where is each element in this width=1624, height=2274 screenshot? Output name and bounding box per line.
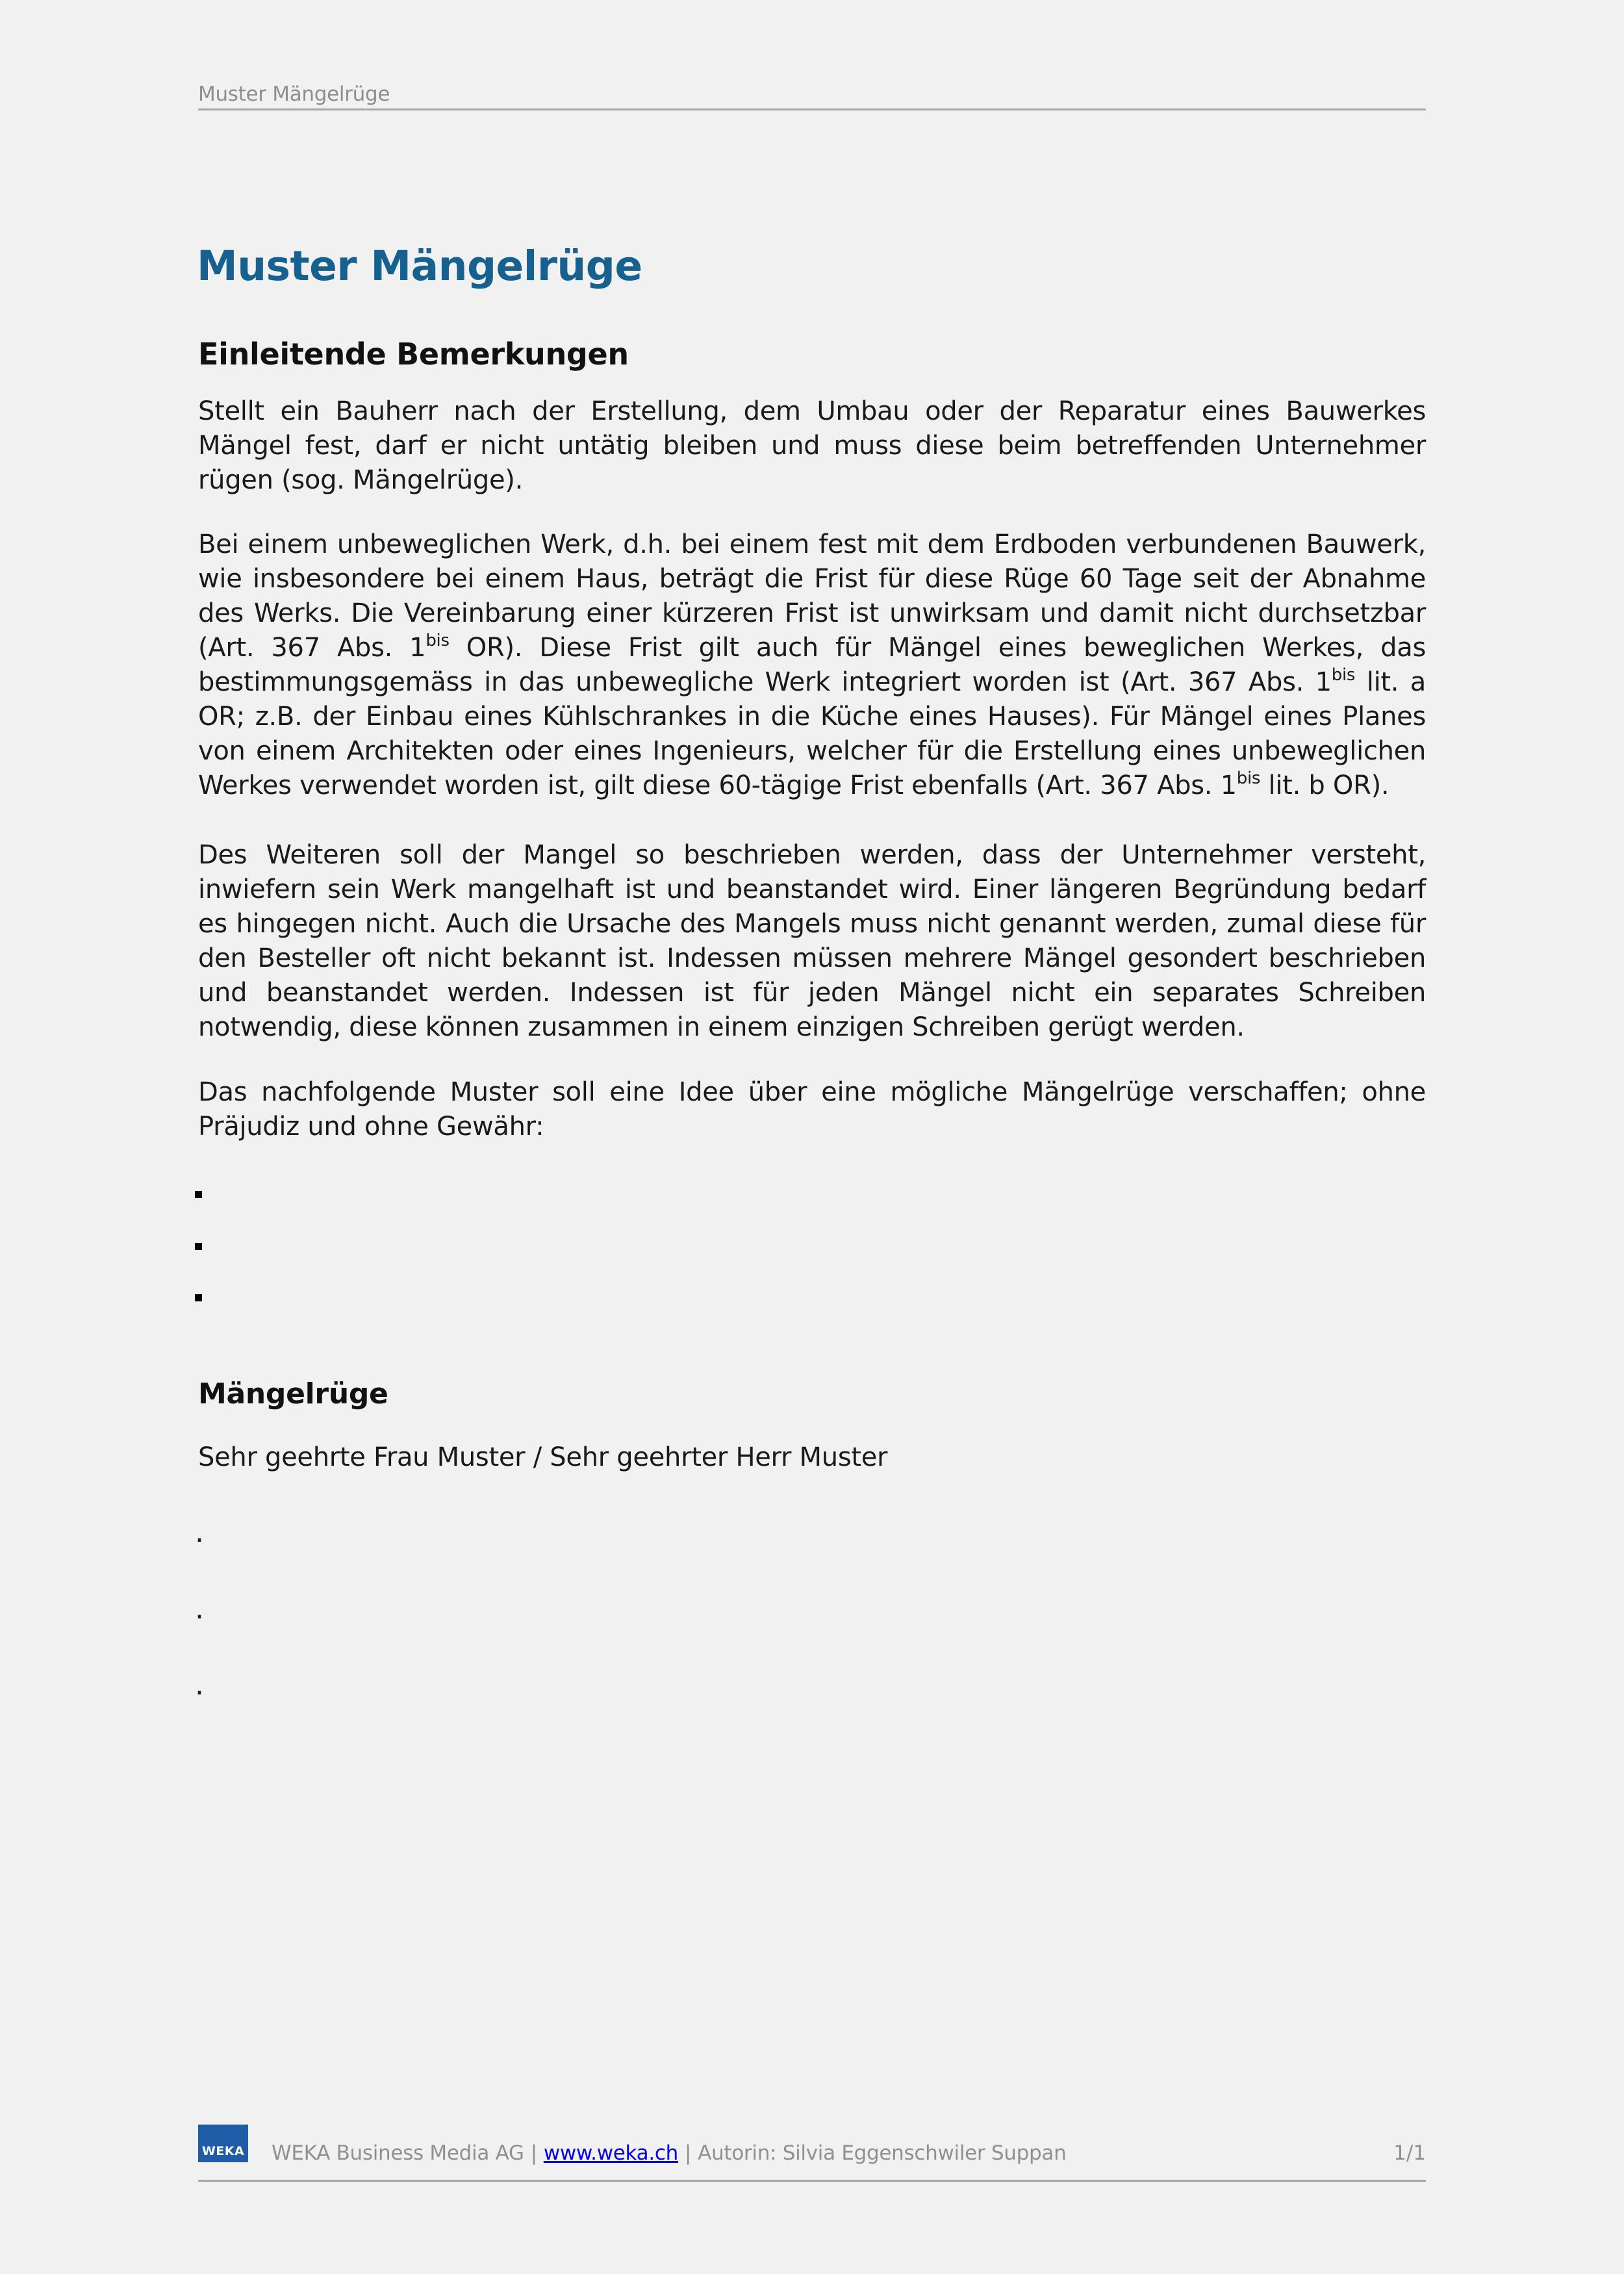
paragraph-intro-1: Stellt ein Bauherr nach der Erstellung, dem Umbau oder der Reparatur eines Bauwerkes Mängel fest, darf er nicht untätig bleiben und muss diese beim betreffenden Unternehmer rügen (sog. Mängelrüge). (198, 396, 1426, 495)
paragraph-intro-4: Das nachfolgende Muster soll eine Idee über eine mögliche Mängelrüge verschaffen; ohne Präjudiz und ohne Gewähr: (198, 1077, 1426, 1142)
placeholder-dot-line: . (195, 1668, 204, 1702)
header-divider (198, 109, 1426, 110)
paragraph-intro-2: Bei einem unbeweglichen Werk, d.h. bei einem fest mit dem Erdboden verbundenen Bauwerk, wie insbesondere bei einem Haus, beträgt die Frist für diese Rüge 60 Tage seit der Abnahme des Werks. Die Vereinbarung einer kürzeren Frist ist unwirksam und damit nicht durchsetzbar (Art. 367 Abs. $1^{bis}$ OR). Diese Frist gilt auch für Mängel eines beweglichen Werkes, das bestimmungsgemäss in das unbewegliche Werk integriert worden ist (Art. 367 Abs. $1^{bis}$ lit. a OR; z.B. der Einbau eines Kühlschrankes in die Küche eines Hauses). Für Mängel eines Planes von einem Architekten oder eines Ingenieurs, welcher für die Erstellung eines unbeweglichen Werkes verwendet worden ist, gilt diese 60-tägige Frist ebenfalls (Art. 367 Abs. $1^{bis}$ lit. b OR). (198, 530, 1427, 800)
footer-divider (198, 2180, 1426, 2182)
header-running-title: Muster Mängelrüge (198, 83, 390, 106)
footer-separator: | (530, 2141, 537, 2165)
footer-company: WEKA Business Media AG (272, 2141, 524, 2165)
placeholder-dot-line: . (195, 1592, 204, 1626)
weka-logo (198, 2125, 248, 2162)
weka-logo-text: WEKA (201, 2144, 245, 2158)
bullet-square-icon (195, 1191, 202, 1198)
page-title: Muster Mängelrüge (197, 242, 642, 290)
footer-author: Autorin: Silvia Eggenschwiler Suppan (698, 2141, 1067, 2165)
bullet-square-icon (195, 1294, 202, 1301)
letter-section-heading: Mängelrüge (198, 1377, 388, 1411)
salutation-line: Sehr geehrte Frau Muster / Sehr geehrter Herr Muster (198, 1442, 888, 1472)
footer-credits (272, 2141, 1066, 2165)
footer-separator: | (685, 2141, 692, 2165)
placeholder-dot-line: . (195, 1516, 204, 1549)
intro-section-heading: Einleitende Bemerkungen (198, 337, 629, 372)
page-number: 1/1 (1393, 2141, 1426, 2165)
weka-website-link[interactable]: www.weka.ch (543, 2141, 678, 2165)
paragraph-intro-3: Des Weiteren soll der Mangel so beschrieben werden, dass der Unternehmer versteht, inwiefern sein Werk mangelhaft ist und beanstandet wird. Einer längeren Begründung bedarf es hingegen nicht. Auch die Ursache des Mangels muss nicht genannt werden, zumal diese für den Besteller oft nicht bekannt ist. Indessen müssen mehrere Mängel gesondert beschrieben und beanstandet werden. Indessen ist für jeden Mängel nicht ein separates Schreiben notwendig, diese können zusammen in einem einzigen Schreiben gerügt werden. (198, 840, 1426, 1042)
bullet-square-icon (195, 1243, 202, 1250)
